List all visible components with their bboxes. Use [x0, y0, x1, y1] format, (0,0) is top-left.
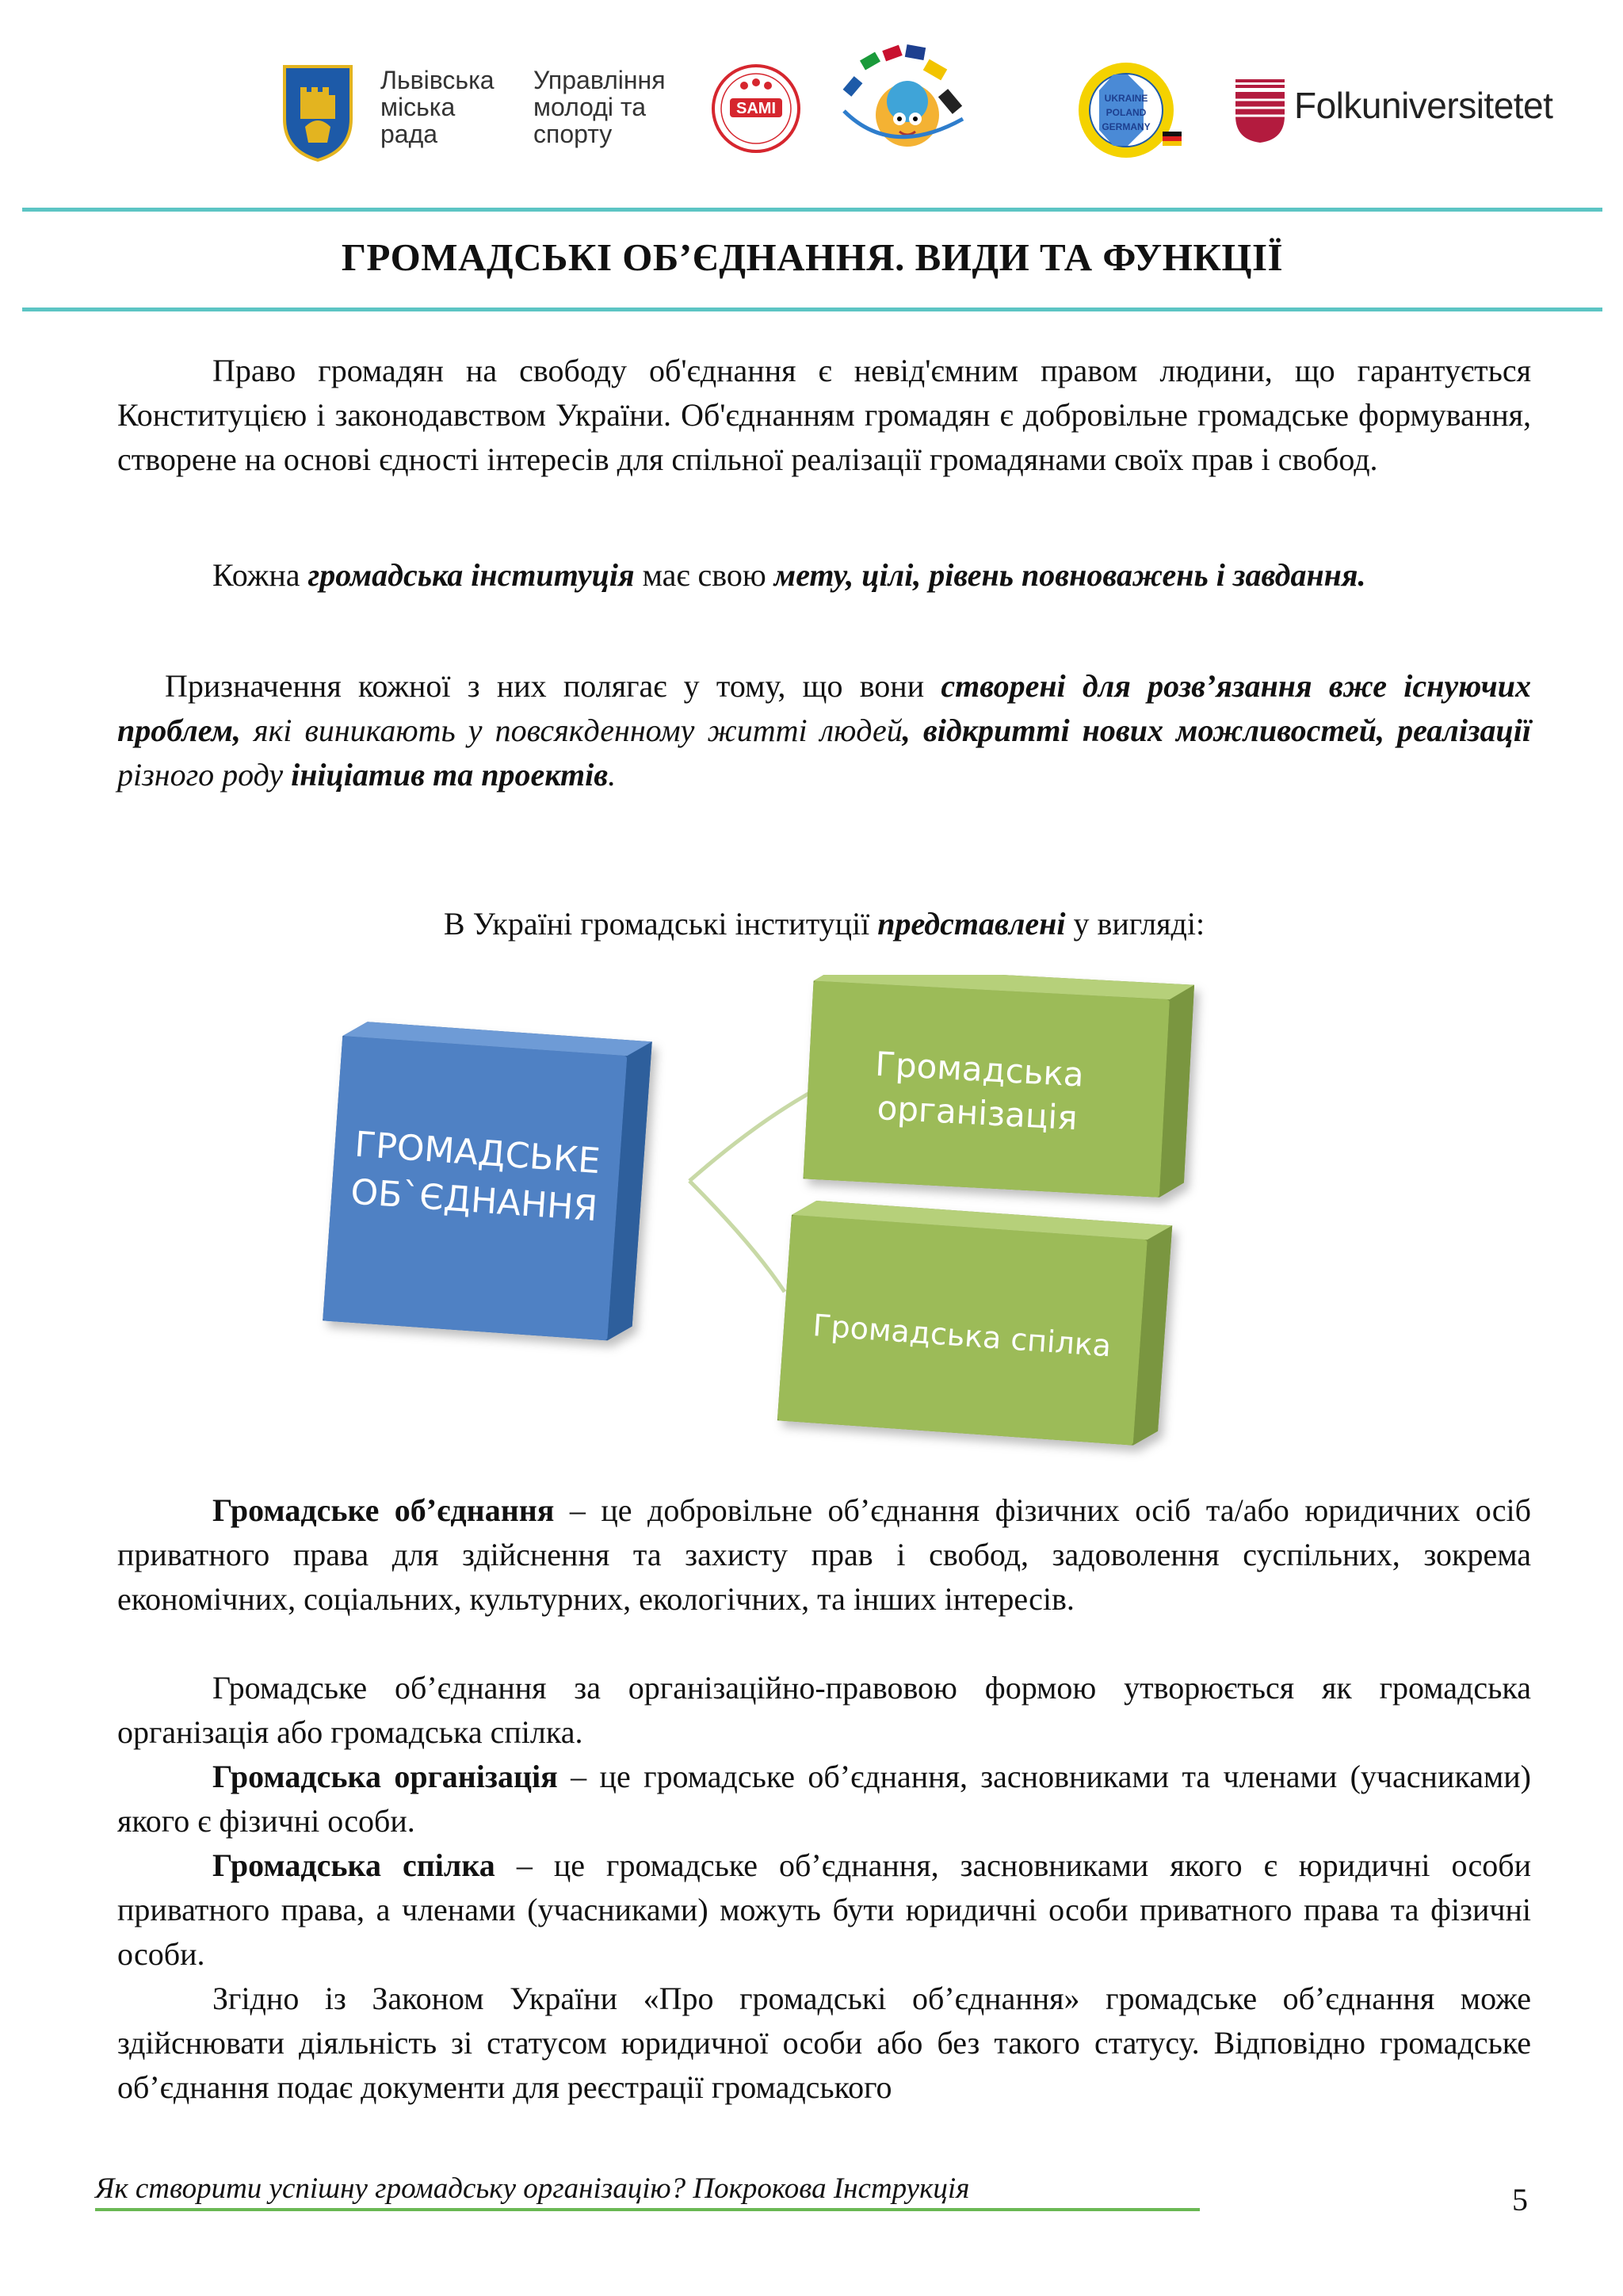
folkuniversitetet-emblem-icon — [1232, 76, 1288, 144]
definition-legal-status — [117, 1977, 1531, 2110]
p3-text-a: Призначення кожної з них полягає у тому, що вони — [165, 668, 941, 704]
lviv-coat-of-arms-icon — [281, 63, 354, 162]
page-number: 5 — [1512, 2182, 1528, 2218]
p2-emphasis-goals: мету, цілі, рівень повноважень і завдання. — [773, 557, 1366, 593]
intro-paragraph-3 — [117, 664, 1531, 797]
svg-text:POLAND: POLAND — [1106, 107, 1147, 118]
folkuniversitetet-logo-text: Folkuniversitetet — [1294, 85, 1553, 126]
flags-mascot-logo-icon — [836, 40, 971, 166]
definition-text-5: Згідно із Законом України «Про громадські об’єднання» громадське об’єднання може здійснювати діяльність зі статусом юридичної особи або без такого статусу. Відповідно громадське об’єднання подає документи для реєстрації громадського — [117, 1981, 1531, 2105]
title-bottom-rule — [22, 308, 1602, 311]
term-public-association: Громадське об’єднання — [212, 1492, 555, 1528]
caption-text-a: В Україні громадські інституції — [443, 906, 878, 942]
diagram-caption — [117, 902, 1531, 946]
ukraine-poland-germany-logo-icon — [1066, 59, 1186, 162]
p3-italic-g: . — [608, 757, 617, 793]
intro-paragraph-1-text: Право громадян на свободу об'єднання є невід'ємним правом людини, що гарантується Конституцією і законодавством України. Об'єднанням громадян є добровільне громадське формування, створене на основі єдності інтересів для спільної реалізації громадянами своїх прав і свобод. — [117, 353, 1531, 477]
definition-public-organization — [117, 1755, 1531, 1843]
p3-emphasis-b: створені для розв’язання вже існуючих проблем, — [117, 668, 1532, 748]
p3-emphasis-f: ініціатив та проектів — [291, 757, 609, 793]
p2-text-c: має свою — [634, 557, 774, 593]
org-node-label-line2: організація — [876, 1088, 1079, 1138]
title-top-rule — [22, 208, 1602, 212]
definition-text-4: – це громадське об’єднання, засновниками якого є юридичні особи приватного права, а членами (учасниками) можуть бути юридичні особи приватного права та фізичні особи. — [117, 1847, 1532, 1972]
caption-text-c: у вигляді: — [1065, 906, 1205, 942]
connector-to-organization — [689, 1094, 808, 1181]
definition-text-3: – це громадське об’єднання, засновниками та членами (учасниками) якого є фізичні особи. — [117, 1759, 1531, 1839]
connector-to-union — [689, 1181, 785, 1292]
definition-text-1: – це добровільне об’єднання фізичних осіб та/або юридичних осіб приватного права для здійснення та захисту прав і свобод, задоволення суспільних, зокрема економічних, соціальних, культурних, екологічних, та інших інтересів. — [117, 1492, 1532, 1617]
youth-sport-dept-logo-text: Управління молоді та спорту — [533, 66, 666, 148]
p3-emphasis-d: , відкритті нових можливостей, реалізації — [902, 712, 1532, 748]
intro-paragraph-1 — [117, 349, 1531, 482]
term-public-union: Громадська спілка — [212, 1847, 495, 1883]
main-node-label-line1: ГРОМАДСЬКЕ — [353, 1124, 602, 1182]
svg-text:GERMANY: GERMANY — [1102, 121, 1151, 132]
institutions-diagram — [309, 975, 1220, 1466]
header-logos — [281, 55, 1553, 174]
org-node-label-line1: Громадська — [874, 1044, 1085, 1095]
term-public-organization: Громадська організація — [212, 1759, 558, 1794]
folkuniversitetet-logo — [1232, 76, 1565, 147]
intro-paragraph-2 — [117, 553, 1531, 598]
svg-text:SAMI: SAMI — [736, 100, 776, 117]
definition-text-2: Громадське об’єднання за організаційно-правовою формою утворюється як громадська організація або громадська спілка. — [117, 1670, 1531, 1750]
p3-italic-c: які виникають у повсякденному житті людей — [240, 712, 903, 748]
sami-logo-icon — [709, 62, 803, 155]
p3-italic-e: різного роду — [117, 757, 292, 793]
footer-rule — [95, 2208, 1200, 2211]
svg-text:UKRAINE: UKRAINE — [1104, 93, 1148, 104]
page-title: ГРОМАДСЬКІ ОБ’ЄДНАННЯ. ВИДИ ТА ФУНКЦІЇ — [341, 235, 1284, 279]
main-node-label-line2: ОБ`ЄДНАННЯ — [349, 1171, 599, 1230]
p2-emphasis-institution: громадська інституція — [307, 557, 635, 593]
footer-title: Як створити успішну громадську організацію? Покрокова Інструкція — [95, 2172, 970, 2205]
definition-public-association — [117, 1488, 1531, 1622]
definition-forms — [117, 1666, 1531, 1755]
union-node-label: Громадська спілка — [812, 1308, 1113, 1364]
caption-emphasis: представлені — [877, 906, 1066, 942]
definition-public-union — [117, 1843, 1531, 1977]
lviv-council-logo-text: Львівська міська рада — [380, 66, 495, 148]
p2-text-a: Кожна — [212, 557, 308, 593]
